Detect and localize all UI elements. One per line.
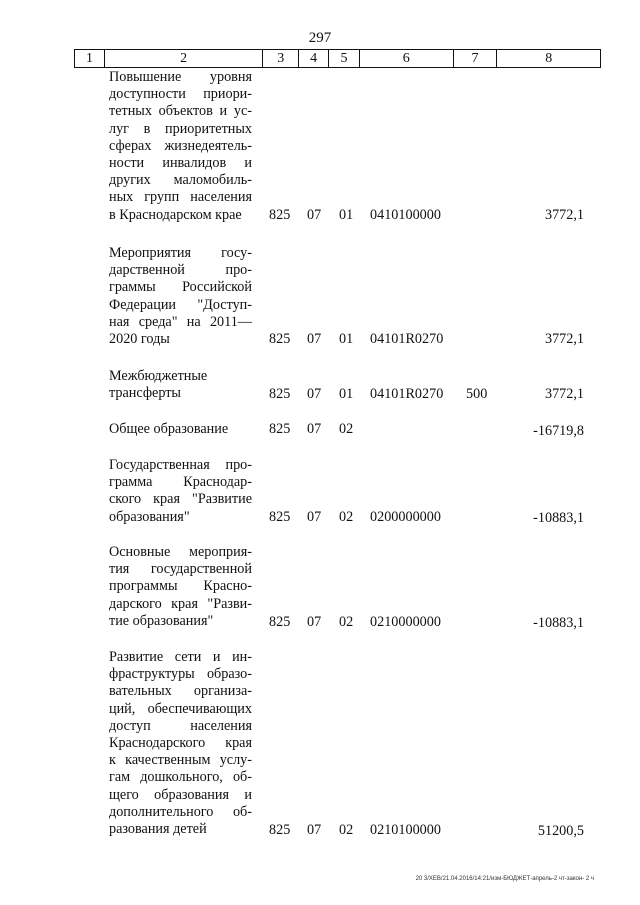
cell-pr: 02	[339, 614, 354, 630]
row-name-line: грамма Краснодар-	[109, 474, 252, 491]
row-name-line: Развитие сети и ин-	[109, 649, 252, 665]
cell-csr: 0210000000	[370, 614, 441, 630]
row-name-line: доступ населения	[109, 717, 252, 734]
row-name	[109, 457, 252, 526]
cell-amount: 3772,1	[544, 386, 584, 402]
row-name-line: программы Красно-	[109, 578, 252, 595]
cell-vr: 500	[466, 386, 488, 402]
row-name	[109, 421, 252, 438]
cell-pr: 02	[339, 421, 354, 437]
cell-ved: 825	[269, 421, 291, 437]
row-name-line: Краснодарского края	[109, 734, 252, 751]
row-name	[109, 69, 252, 224]
cell-ved: 825	[269, 822, 291, 838]
cell-pr: 02	[339, 509, 354, 525]
row-name-line: образования"	[109, 508, 190, 525]
row-name-line: ций, обеспечивающих	[109, 700, 252, 717]
cell-csr: 0410100000	[370, 207, 441, 223]
row-name-line: тетных объектов и ус-	[109, 103, 252, 120]
header-col-1: 1	[75, 50, 105, 67]
cell-ved: 825	[269, 509, 291, 525]
cell-amount: -10883,1	[533, 510, 584, 526]
row-name-line: дарского края "Разви-	[109, 595, 252, 612]
cell-rz: 07	[307, 614, 322, 630]
table-header-row	[74, 49, 601, 68]
cell-pr: 02	[339, 822, 354, 838]
row-name-line: Федерации "Доступ-	[109, 296, 252, 313]
row-name-line: ных групп населения	[109, 189, 252, 206]
row-name	[109, 649, 252, 838]
row-name-line: доступности приори-	[109, 86, 252, 103]
row-name	[109, 544, 252, 630]
row-name	[109, 245, 252, 348]
row-name-line: Общее образование	[109, 421, 229, 437]
row-name-line: к качественным услу-	[109, 752, 252, 769]
cell-amount: -16719,8	[533, 423, 584, 439]
row-name-line: в Краснодарском крае	[109, 206, 242, 223]
row-name-line: вательных организа-	[109, 683, 252, 700]
row-name-line: тие образования"	[109, 612, 214, 629]
cell-rz: 07	[307, 421, 322, 437]
cell-ved: 825	[269, 331, 291, 347]
cell-pr: 01	[339, 331, 354, 347]
cell-rz: 07	[307, 386, 322, 402]
row-name-line: ского края "Развитие	[109, 491, 252, 508]
row-name-line: трансферты	[109, 385, 181, 402]
header-col-5: 5	[329, 50, 360, 67]
row-name-line: Государственная про-	[109, 457, 252, 473]
cell-amount: 51200,5	[537, 823, 584, 839]
cell-ved: 825	[269, 614, 291, 630]
row-name-line: сферах жизнедеятель-	[109, 137, 252, 154]
row-name-line: Межбюджетные	[109, 368, 208, 384]
cell-rz: 07	[307, 331, 322, 347]
header-col-3: 3	[263, 50, 299, 67]
cell-csr: 04101R0270	[370, 331, 444, 347]
header-col-2: 2	[105, 50, 263, 67]
footer-file-note: 20 3/ХЕВ/21.04.2016/14:21/изм-БЮДЖЕТ-апрель-2 чт-закон- 2 ч	[415, 876, 594, 882]
cell-pr: 01	[339, 386, 354, 402]
row-name-line: 2020 годы	[109, 330, 170, 347]
cell-csr: 0200000000	[370, 509, 441, 525]
row-name-line: фраструктуры образо-	[109, 666, 252, 683]
row-name-line: тия государственной	[109, 561, 252, 578]
row-name-line: Мероприятия госу-	[109, 245, 252, 261]
header-col-4: 4	[299, 50, 329, 67]
cell-ved: 825	[269, 386, 291, 402]
header-col-6: 6	[360, 50, 454, 67]
row-name-line: гам дошкольного, об-	[109, 769, 252, 786]
row-name	[109, 368, 252, 402]
cell-pr: 01	[339, 207, 354, 223]
row-name-line: ная среда" на 2011—	[109, 313, 252, 330]
cell-amount: -10883,1	[533, 615, 584, 631]
row-name-line: дарственной про-	[109, 262, 252, 279]
page-number: 297	[308, 30, 332, 46]
header-col-7: 7	[454, 50, 498, 67]
row-name-line: других маломобиль-	[109, 172, 252, 189]
row-name-line: Основные мероприя-	[109, 544, 252, 560]
cell-csr: 04101R0270	[370, 386, 444, 402]
row-name-line: Повышение уровня	[109, 69, 252, 85]
cell-rz: 07	[307, 822, 322, 838]
cell-amount: 3772,1	[544, 331, 584, 347]
row-name-line: дополнительного об-	[109, 803, 252, 820]
row-name-line: ности инвалидов и	[109, 154, 252, 171]
cell-amount: 3772,1	[544, 207, 584, 223]
cell-rz: 07	[307, 207, 322, 223]
row-name-line: луг в приоритетных	[109, 120, 252, 137]
cell-ved: 825	[269, 207, 291, 223]
row-name-line: щего образования и	[109, 786, 252, 803]
header-col-8: 8	[545, 50, 553, 66]
cell-csr: 0210100000	[370, 822, 441, 838]
row-name-line: граммы Российской	[109, 279, 252, 296]
cell-rz: 07	[307, 509, 322, 525]
row-name-line: разования детей	[109, 820, 207, 837]
